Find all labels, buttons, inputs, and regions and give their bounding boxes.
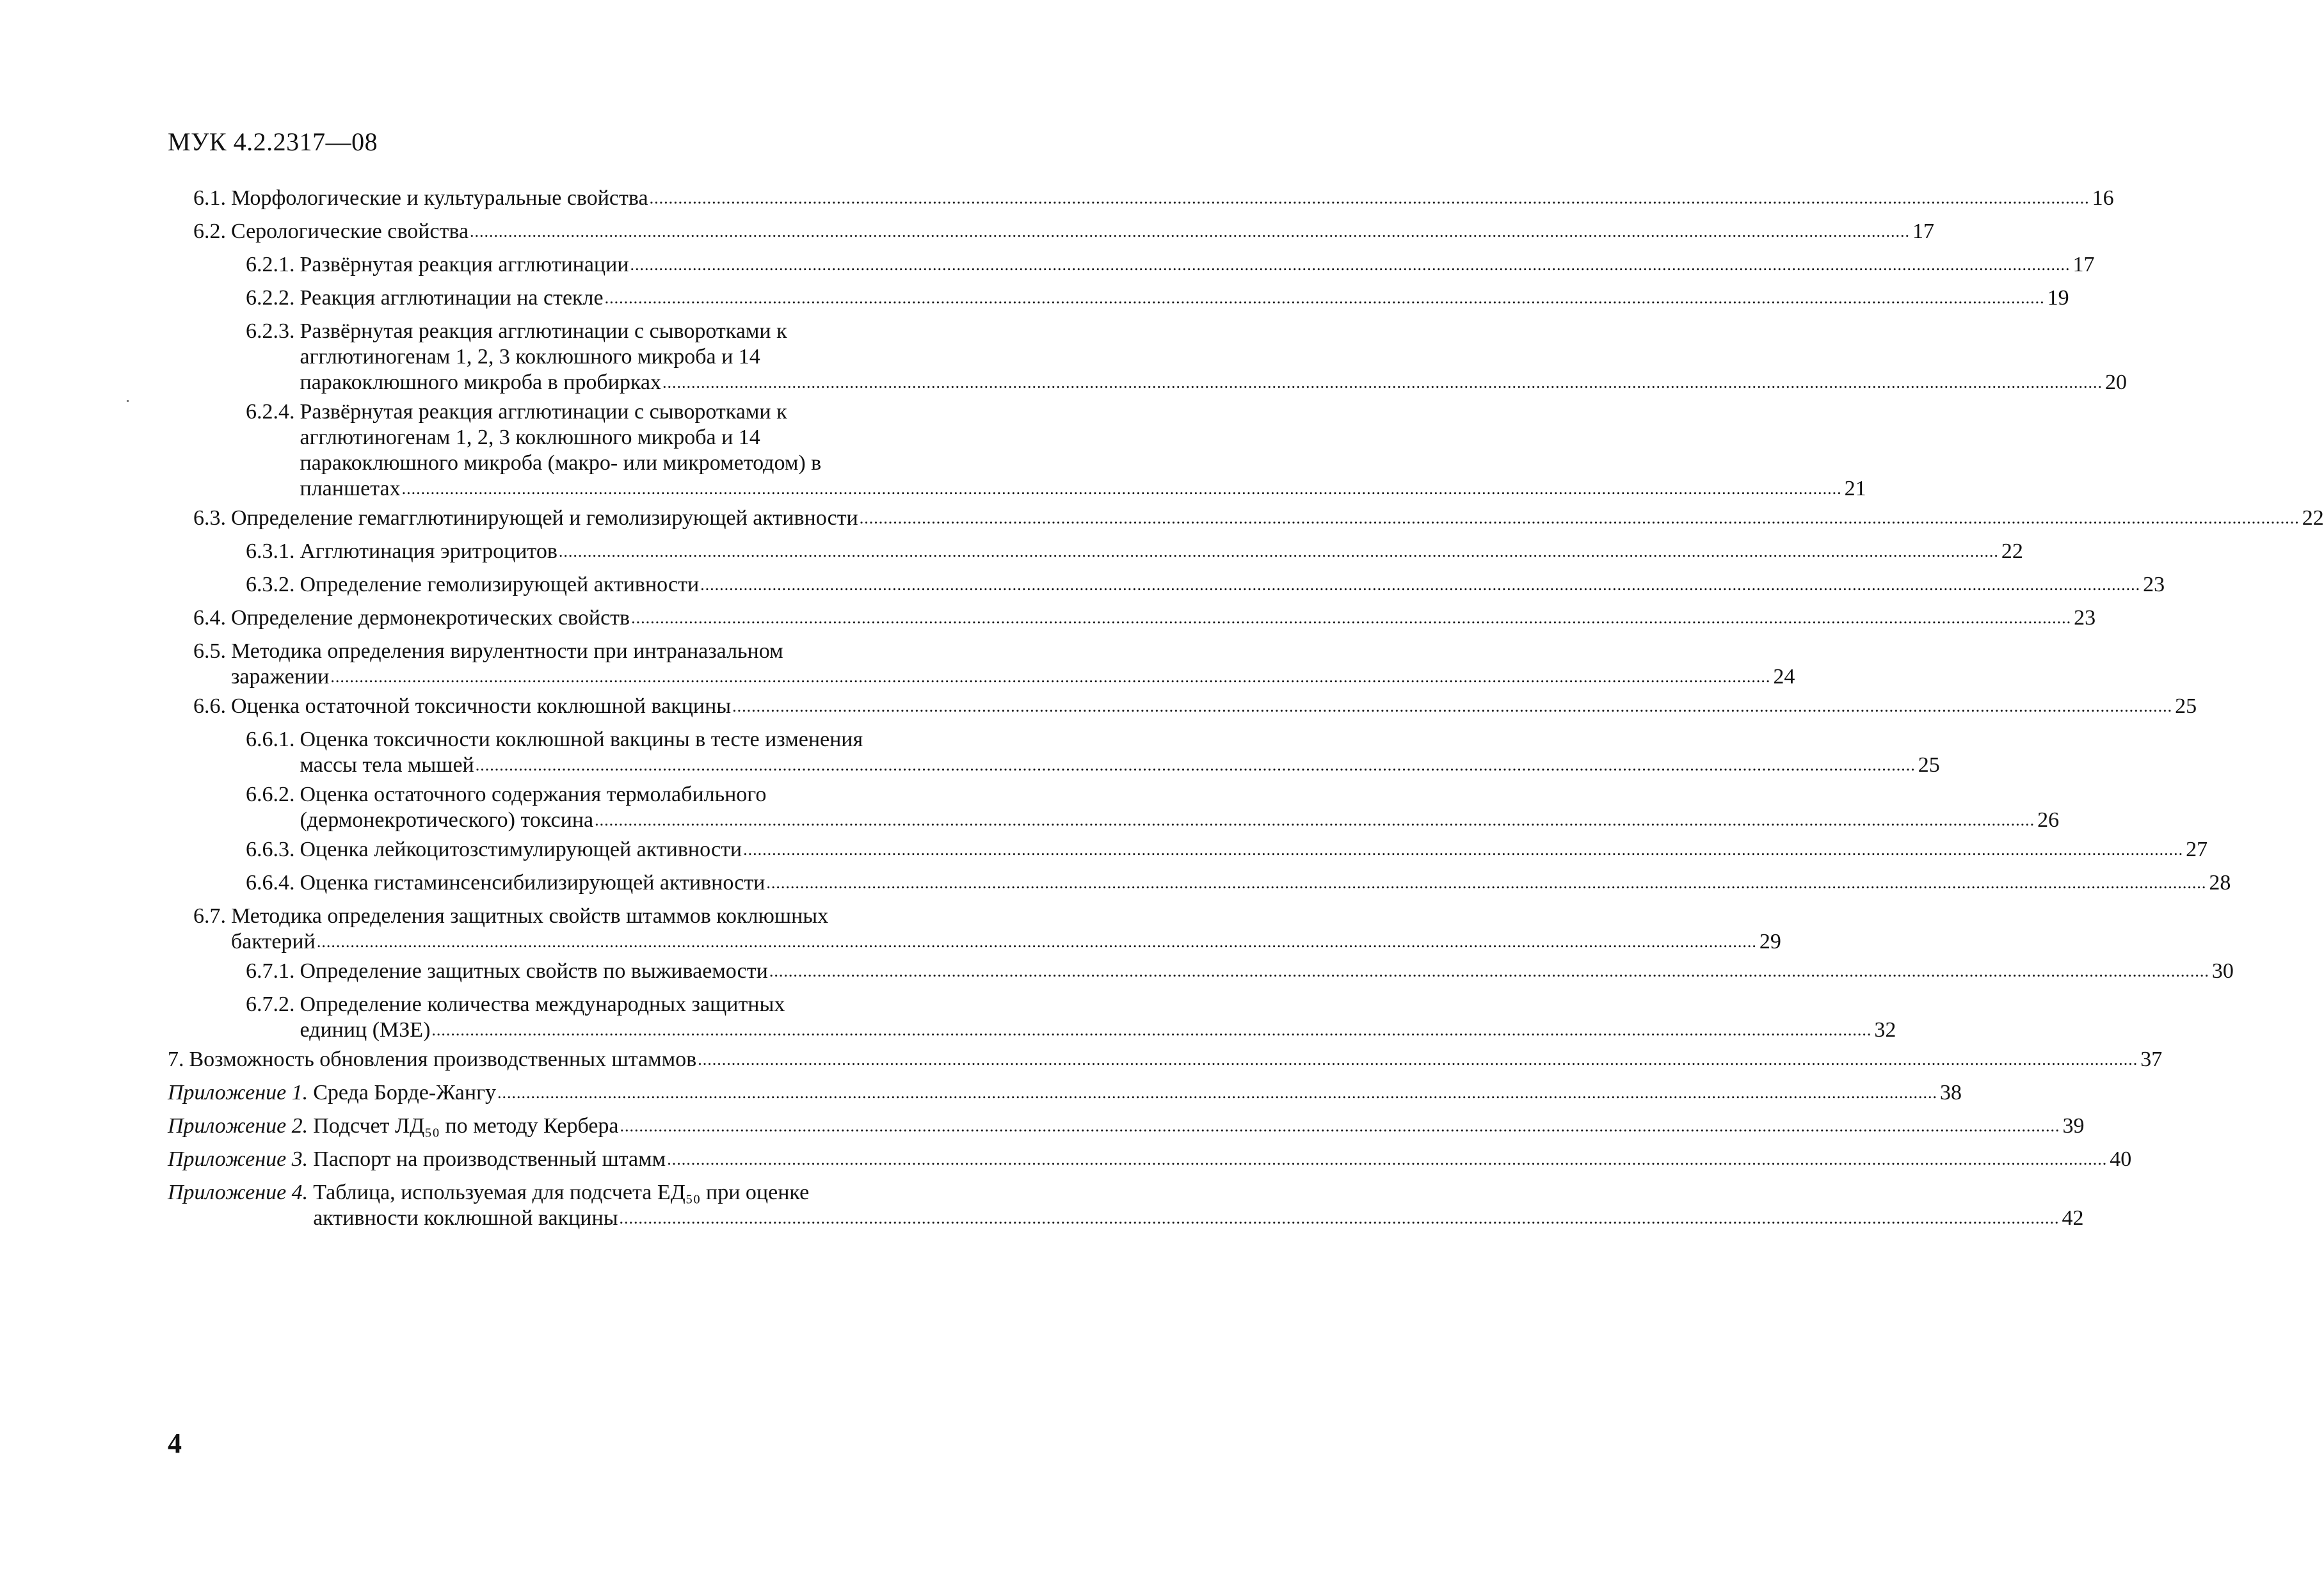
toc-page-number: 32: [1874, 1018, 1896, 1042]
toc-page-number: 42: [2062, 1206, 2084, 1230]
toc-entry[interactable]: [246, 959, 2234, 984]
toc-entry-number: Приложение 2.: [168, 1114, 309, 1138]
toc-leader-dots: ............................................................................................................................................................................................................................................................................................................: [604, 289, 2045, 307]
toc-leader-dots: ............................................................................................................................................................................................................................................................................................................: [700, 575, 2141, 594]
toc-entry-title-line: Паспорт на производственный штамм: [313, 1147, 666, 1171]
toc-page-number: 21: [1844, 477, 1866, 500]
toc-page-number: 38: [1940, 1081, 1962, 1105]
toc-page-number: 27: [2186, 838, 2208, 861]
toc-page-number: 23: [2074, 606, 2096, 630]
toc-entry-number: 6.5.: [193, 639, 226, 663]
toc-entry-number: 6.6.4.: [246, 871, 295, 895]
toc-leader-dots: ............................................................................................................................................................................................................................................................................................................: [743, 840, 2184, 859]
toc-entry-title-line: Определение гемолизирующей активности: [300, 573, 700, 596]
toc-entry-number: 6.3.1.: [246, 539, 295, 563]
toc-entry[interactable]: [246, 727, 1940, 778]
toc-entry[interactable]: [193, 605, 2096, 631]
toc-leader-dots: ............................................................................................................................................................................................................................................................................................................: [497, 1083, 1938, 1102]
toc-leader-dots: ............................................................................................................................................................................................................................................................................................................: [595, 811, 2035, 829]
toc-entry-title-line: Оценка лейкоцитозстимулирующей активности: [300, 838, 742, 861]
toc-entry-title-line: Методика определения защитных свойств штаммов коклюшных: [231, 904, 829, 928]
toc-entry-title-line: Среда Борде-Жангу: [313, 1081, 497, 1105]
toc-entry-number: 6.7.: [193, 904, 226, 928]
scan-speck: [127, 400, 129, 402]
toc-entry-number: 6.6.: [193, 694, 226, 718]
toc-leader-dots: ............................................................................................................................................................................................................................................................................................................: [732, 697, 2173, 715]
toc-entry[interactable]: [246, 252, 2095, 278]
toc-entry[interactable]: [193, 639, 1795, 690]
document-code-header: МУК 4.2.2317—08: [168, 127, 378, 156]
toc-entry-number: 6.6.2.: [246, 783, 295, 806]
toc-leader-dots: ............................................................................................................................................................................................................................................................................................................: [769, 962, 2209, 980]
toc-entry[interactable]: [193, 506, 2324, 531]
toc-page-number: 16: [2092, 186, 2114, 210]
toc-entry-title-line: Оценка остаточной токсичности коклюшной вакцины: [231, 694, 732, 718]
toc-entry[interactable]: [246, 539, 2023, 564]
toc-entry-number: 7.: [168, 1048, 184, 1071]
toc-entry-title-line: планшетах: [300, 477, 401, 500]
toc-entry[interactable]: [168, 1147, 2132, 1172]
toc-entry-number: Приложение 4.: [168, 1181, 309, 1204]
page-number: 4: [168, 1428, 182, 1459]
toc-leader-dots: ............................................................................................................................................................................................................................................................................................................: [698, 1050, 2138, 1069]
toc-entry[interactable]: [246, 319, 2127, 395]
toc-entry-number: 6.2.3.: [246, 319, 295, 343]
toc-entry-title-line: Подсчет ЛД₅₀ по методу Кербера: [313, 1114, 619, 1138]
toc-entry-title-line: Морфологические и культуральные свойства: [231, 186, 648, 210]
toc-entry-title-line: Оценка гистаминсенсибилизирующей активности: [300, 871, 765, 895]
toc-entry[interactable]: [193, 219, 1935, 244]
toc-entry[interactable]: [246, 837, 2208, 863]
toc-entry-title-line: Агглютинация эритроцитов: [300, 539, 557, 563]
toc-entry-number: 6.6.3.: [246, 838, 295, 861]
toc-entry[interactable]: [193, 186, 2114, 211]
toc-page-number: 24: [1773, 665, 1795, 689]
toc-page-number: 40: [2110, 1147, 2132, 1171]
toc-entry-title-line: Таблица, используемая для подсчета ЕД₅₀ при оценке: [313, 1181, 810, 1204]
toc-leader-dots: ............................................................................................................................................................................................................................................................................................................: [662, 373, 2103, 392]
toc-leader-dots: ............................................................................................................................................................................................................................................................................................................: [631, 609, 2072, 627]
toc-entry-number: 6.7.1.: [246, 959, 295, 983]
toc-leader-dots: ............................................................................................................................................................................................................................................................................................................: [401, 479, 1842, 498]
toc-entry-title-line: Определение дермонекротических свойств: [231, 606, 630, 630]
toc-entry-title-line: активности коклюшной вакцины: [313, 1206, 618, 1230]
toc-page-number: 20: [2105, 371, 2127, 394]
toc-entry[interactable]: [193, 694, 2197, 719]
toc-entry-title-line: Развёрнутая реакция агглютинации с сыворотками к: [300, 319, 787, 343]
toc-entry-title-line: Развёрнутая реакция агглютинации: [300, 253, 629, 276]
toc-entry[interactable]: [168, 1047, 2163, 1073]
toc-entry-title-line: Развёрнутая реакция агглютинации с сыворотками к: [300, 400, 787, 424]
toc-entry-title-line: Возможность обновления производственных штаммов: [189, 1048, 697, 1071]
toc-entry-title-line: агглютиногенам 1, 2, 3 коклюшного микроба и 14: [300, 345, 760, 369]
toc-page-number: 23: [2143, 573, 2165, 596]
toc-entry-number: 6.6.1.: [246, 728, 295, 751]
toc-leader-dots: ............................................................................................................................................................................................................................................................................................................: [649, 189, 2090, 207]
toc-entry[interactable]: [246, 572, 2165, 598]
toc-entry-number: Приложение 3.: [168, 1147, 309, 1171]
toc-entry-title-line: агглютиногенам 1, 2, 3 коклюшного микроба и 14: [300, 426, 760, 449]
toc-entry-title-line: Методика определения вирулентности при интраназальном: [231, 639, 783, 663]
toc-entry-title-line: Оценка остаточного содержания термолабильного: [300, 783, 767, 806]
toc-page-number: 28: [2209, 871, 2231, 895]
toc-entry-number: 6.7.2.: [246, 993, 295, 1016]
toc-page-number: 22: [2001, 539, 2023, 563]
toc-entry-title-line: Определение защитных свойств по выживаемости: [300, 959, 768, 983]
toc-entry-number: 6.1.: [193, 186, 226, 210]
toc-page-number: 17: [2072, 253, 2095, 276]
toc-leader-dots: ............................................................................................................................................................................................................................................................................................................: [470, 222, 1911, 241]
toc-page-number: 37: [2140, 1048, 2163, 1071]
toc-leader-dots: ............................................................................................................................................................................................................................................................................................................: [431, 1021, 1872, 1039]
toc-entry-number: 6.3.2.: [246, 573, 295, 596]
toc-page-number: 25: [2175, 694, 2197, 718]
toc-leader-dots: ............................................................................................................................................................................................................................................................................................................: [620, 1117, 2060, 1135]
toc-entry-title-line: Определение количества международных защитных: [300, 993, 785, 1016]
toc-entry-title-line: паракоклюшного микроба (макро- или микрометодом) в: [300, 451, 822, 475]
toc-entry-title-line: единиц (МЗЕ): [300, 1018, 431, 1042]
toc-entry[interactable]: [193, 904, 1781, 955]
toc-entry-title-line: Оценка токсичности коклюшной вакцины в тесте изменения: [300, 728, 863, 751]
toc-leader-dots: ............................................................................................................................................................................................................................................................................................................: [667, 1150, 2108, 1168]
toc-entry[interactable]: [168, 1113, 2085, 1139]
toc-page-number: 22: [2302, 506, 2324, 530]
toc-leader-dots: ............................................................................................................................................................................................................................................................................................................: [316, 932, 1757, 951]
toc-entry[interactable]: [246, 285, 2069, 311]
toc-page-number: 39: [2062, 1114, 2085, 1138]
toc-entry-number: 6.2.1.: [246, 253, 295, 276]
toc-page-number: 19: [2047, 286, 2069, 310]
toc-entry-number: 6.3.: [193, 506, 226, 530]
toc-entry[interactable]: [246, 399, 1866, 502]
toc-entry-title-line: Определение гемагглютинирующей и гемолизирующей активности: [231, 506, 858, 530]
toc-leader-dots: ............................................................................................................................................................................................................................................................................................................: [766, 873, 2207, 892]
toc-entry[interactable]: [246, 870, 2231, 896]
toc-entry-number: 6.4.: [193, 606, 226, 630]
toc-leader-dots: ............................................................................................................................................................................................................................................................................................................: [859, 509, 2300, 527]
toc-entry-number: 6.2.: [193, 219, 226, 243]
toc-entry-number: 6.2.2.: [246, 286, 295, 310]
toc-entry[interactable]: [246, 992, 1896, 1043]
toc-entry[interactable]: [168, 1080, 1962, 1106]
toc-leader-dots: ............................................................................................................................................................................................................................................................................................................: [558, 542, 1999, 561]
toc-page-number: 26: [2037, 808, 2060, 832]
toc-entry-title-line: заражении: [231, 665, 330, 689]
toc-leader-dots: ............................................................................................................................................................................................................................................................................................................: [475, 756, 1916, 774]
toc-entry-number: 6.2.4.: [246, 400, 295, 424]
toc-page-number: 17: [1912, 219, 1935, 243]
toc-page-number: 30: [2211, 959, 2234, 983]
toc-entry-title-line: Реакция агглютинации на стекле: [300, 286, 604, 310]
toc-leader-dots: ............................................................................................................................................................................................................................................................................................................: [630, 255, 2071, 274]
toc-leader-dots: ............................................................................................................................................................................................................................................................................................................: [330, 667, 1771, 686]
toc-entry[interactable]: [246, 782, 2060, 833]
toc-page-number: 25: [1918, 753, 1940, 777]
toc-entry-title-line: (дермонекротического) токсина: [300, 808, 594, 832]
toc-leader-dots: ............................................................................................................................................................................................................................................................................................................: [619, 1209, 2060, 1227]
toc-entry-title-line: Серологические свойства: [231, 219, 469, 243]
toc-entry[interactable]: [168, 1180, 2084, 1231]
toc-page-number: 29: [1759, 930, 1781, 953]
toc-entry-title-line: паракоклюшного микроба в пробирках: [300, 371, 661, 394]
toc-entry-title-line: массы тела мышей: [300, 753, 474, 777]
toc-entry-title-line: бактерий: [231, 930, 316, 953]
toc-entry-number: Приложение 1.: [168, 1081, 309, 1105]
